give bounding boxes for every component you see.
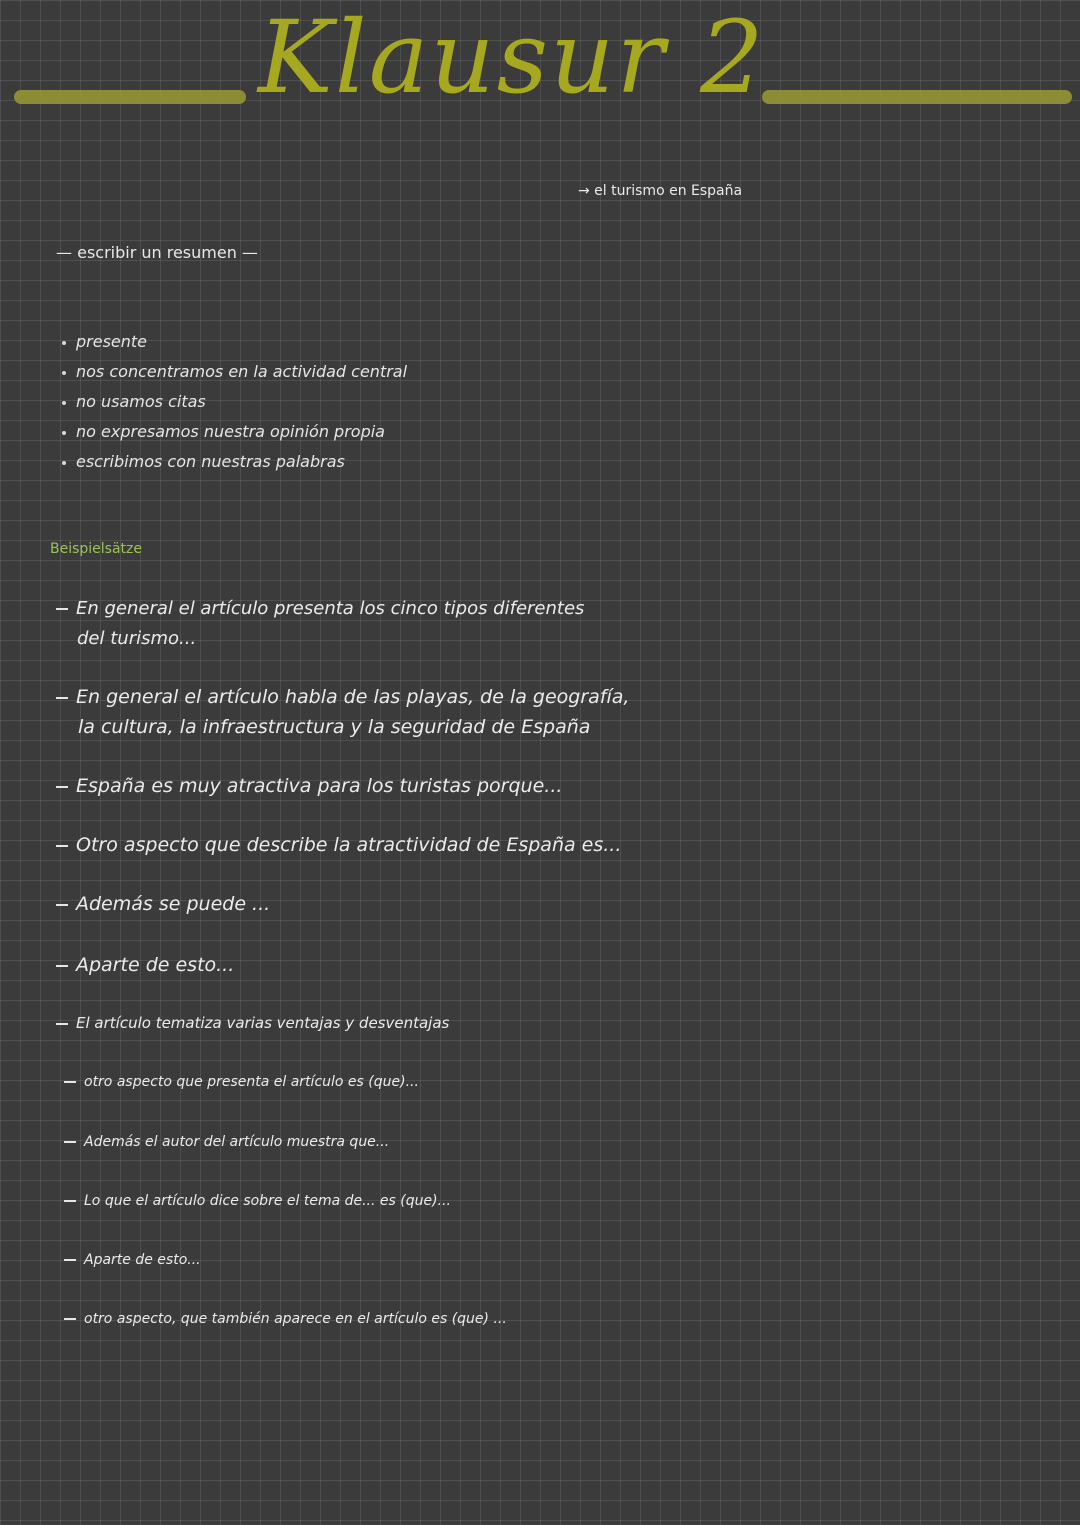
example-item-continuation: del turismo... xyxy=(77,628,197,649)
dash-icon xyxy=(56,697,68,699)
dash-icon xyxy=(56,786,68,788)
bullet-dot xyxy=(62,461,66,465)
example-item: Otro aspecto que describe la atractividad de España es... xyxy=(56,834,621,856)
example-item: Además el autor del artículo muestra que... xyxy=(64,1134,389,1150)
example-item: Además se puede ... xyxy=(56,893,270,915)
example-item: otro aspecto, que también aparece en el artículo es (que) ... xyxy=(64,1311,507,1327)
dash-icon xyxy=(56,845,68,847)
rule-item: no expresamos nuestra opinión propia xyxy=(62,422,385,441)
title-underline-right xyxy=(762,90,1072,104)
dash-icon xyxy=(64,1141,76,1143)
bullet-dot xyxy=(62,401,66,405)
subtitle: → el turismo en España xyxy=(578,183,743,199)
dash-icon xyxy=(64,1200,76,1202)
rule-item: escribimos con nuestras palabras xyxy=(62,452,345,471)
rule-item: presente xyxy=(62,332,147,351)
examples-label: Beispielsätze xyxy=(50,541,143,557)
dash-icon xyxy=(64,1318,76,1320)
section-heading-text: escribir un resumen xyxy=(77,243,237,262)
example-item: Aparte de esto... xyxy=(56,954,234,976)
example-item: En general el artículo presenta los cinco tipos diferentes xyxy=(56,598,584,619)
example-item: Lo que el artículo dice sobre el tema de... es (que)... xyxy=(64,1193,451,1209)
rule-item: no usamos citas xyxy=(62,392,206,411)
dash-icon xyxy=(56,965,68,967)
page-title: Klausur 2 xyxy=(258,0,766,116)
example-item: España es muy atractiva para los turistas porque... xyxy=(56,775,562,797)
bullet-dot xyxy=(62,431,66,435)
dash-icon xyxy=(64,1259,76,1261)
rule-item: nos concentramos en la actividad central xyxy=(62,362,407,381)
dash-icon xyxy=(56,904,68,906)
dash-icon xyxy=(56,1023,68,1025)
bullet-dot xyxy=(62,371,66,375)
title-underline-left xyxy=(14,90,246,104)
example-item: En general el artículo habla de las playas, de la geografía, xyxy=(56,686,629,708)
section-heading: — escribir un resumen — xyxy=(56,243,258,262)
example-item: Aparte de esto... xyxy=(64,1252,201,1268)
example-item: otro aspecto que presenta el artículo es (que)... xyxy=(64,1074,419,1090)
dash-icon xyxy=(64,1081,76,1083)
example-item-continuation: la cultura, la infraestructura y la seguridad de España xyxy=(78,716,591,738)
example-item: El artículo tematiza varias ventajas y desventajas xyxy=(56,1014,449,1032)
bullet-dot xyxy=(62,341,66,345)
dash-icon xyxy=(56,608,68,610)
